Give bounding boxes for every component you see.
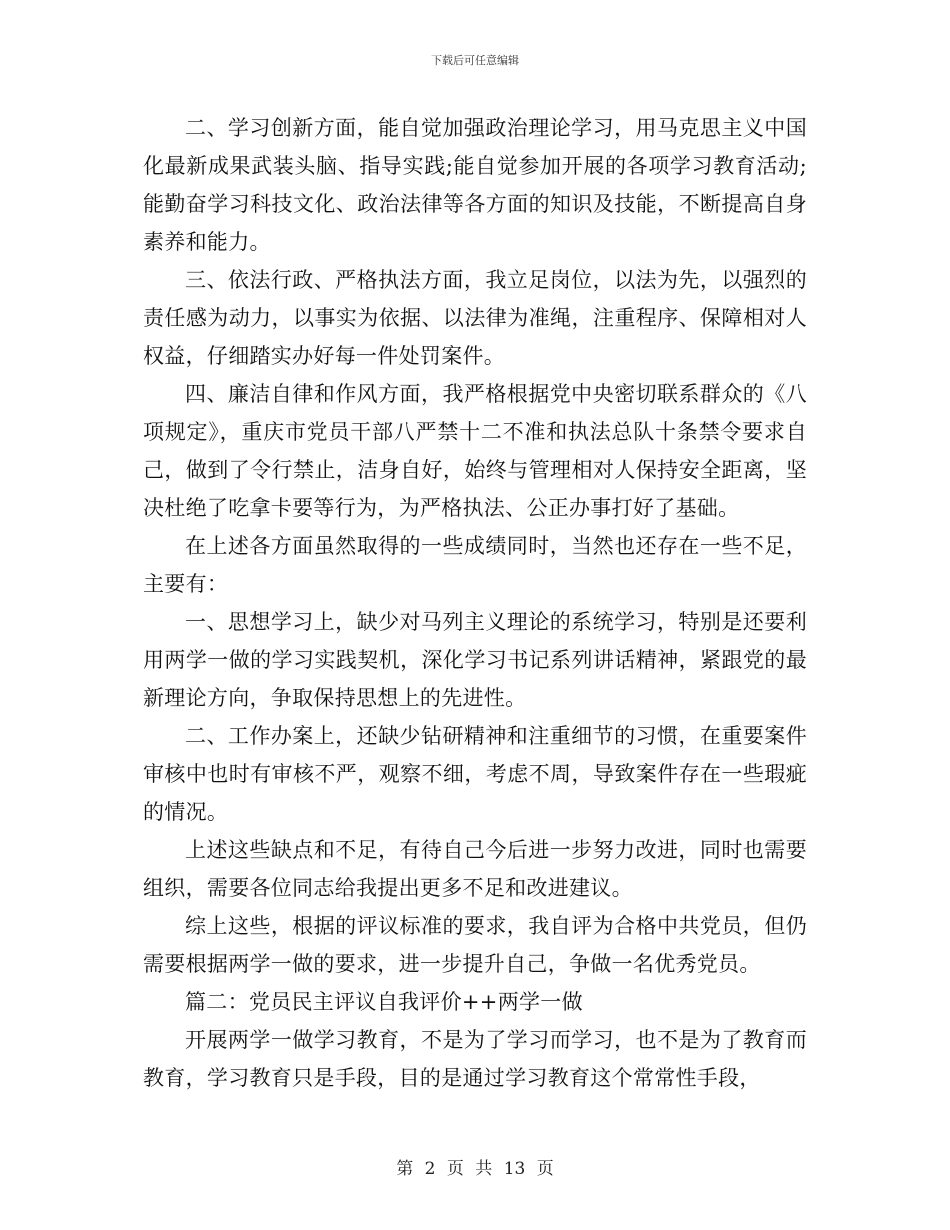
paragraph-shortcomings-intro: 在上述各方面虽然取得的一些成绩同时，当然也还存在一些不足，主要有： (143, 534, 807, 596)
document-body (143, 109, 807, 1097)
page-number-footer: 第 2 页 共 13 页 (396, 1159, 554, 1179)
paragraph-improvement: 上述这些缺点和不足，有待自己今后进一步努力改进，同时也需要组织，需要各位同志给我提出更多不足和改进建议。 (143, 838, 807, 900)
paragraph-section-two-intro: 开展两学一做学习教育，不是为了学习而学习，也不是为了教育而教育，学习教育只是手段，目的是通过学习教育这个常常性手段， (143, 1028, 807, 1090)
paragraph-law-enforcement: 三、依法行政、严格执法方面，我立足岗位，以法为先，以强烈的责任感为动力，以事实为依据、以法律为准绳，注重程序、保障相对人权益，仔细踏实办好每一件处罚案件。 (143, 268, 807, 368)
paragraph-conclusion: 综上这些，根据的评议标准的要求，我自评为合格中共党员，但仍需要根据两学一做的要求，进一步提升自己，争做一名优秀党员。 (143, 914, 807, 976)
paragraph-learning-innovation: 二、学习创新方面，能自觉加强政治理论学习，用马克思主义中国化最新成果武装头脑、指导实践;能自觉参加开展的各项学习教育活动;能勤奋学习科技文化、政治法律等各方面的知识及技能，不断提高自身素养和能力。 (143, 116, 807, 254)
page-header: 下载后可任意编辑 (431, 54, 519, 67)
section-heading: 篇二：党员民主评议自我评价++两学一做 (185, 990, 583, 1014)
paragraph-shortcoming-casework: 二、工作办案上，还缺少钻研精神和注重细节的习惯，在重要案件审核中也时有审核不严，观察不细，考虑不周，导致案件存在一些瑕疵的情况。 (143, 724, 807, 824)
paragraph-shortcoming-study: 一、思想学习上，缺少对马列主义理论的系统学习，特别是还要利用两学一做的学习实践契机，深化学习书记系列讲话精神，紧跟党的最新理论方向，争取保持思想上的先进性。 (143, 610, 807, 710)
paragraph-integrity: 四、廉洁自律和作风方面，我严格根据党中央密切联系群众的《八项规定》，重庆市党员干部八严禁十二不准和执法总队十条禁令要求自己，做到了令行禁止，洁身自好，始终与管理相对人保持安全距离，坚决杜绝了吃拿卡要等行为，为严格执法、公正办事打好了基础。 (143, 382, 807, 520)
